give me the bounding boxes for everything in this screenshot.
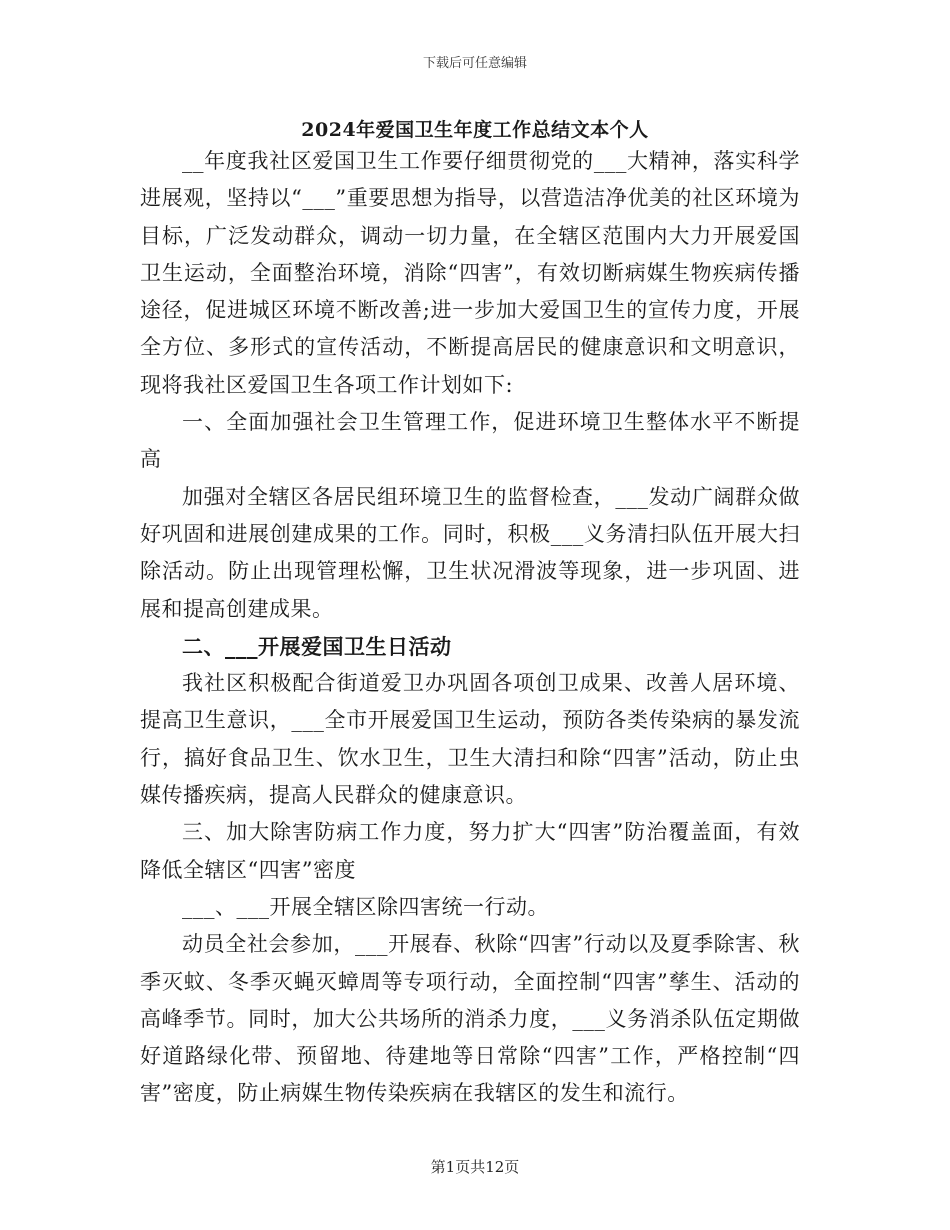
section-1-heading: 一、全面加强社会卫生管理工作，促进环境卫生整体水平不断提高 [140, 410, 800, 472]
section-2-heading: 二、___开展爱国卫生日活动 [182, 633, 452, 659]
document-body [140, 143, 800, 1113]
section-1-paragraph: 加强对全辖区各居民组环境卫生的监督检查，___发动广阔群众做好巩固和进展创建成果的工作。同时，积极___义务清扫队伍开展大扫除活动。防止出现管理松懈，卫生状况滑波等现象，进一步巩固、进展和提高创建成果。 [140, 484, 800, 621]
header-note: 下载后可任意编辑 [422, 56, 527, 71]
document-title: 2024年爱国卫生年度工作总结文本个人 [301, 119, 649, 141]
page-number: 第1页共12页 [430, 1158, 520, 1176]
section-2-paragraph: 我社区积极配合街道爱卫办巩固各项创卫成果、改善人居环境、提高卫生意识，___全市开展爱国卫生运动，预防各类传染病的暴发流行，搞好食品卫生、饮水卫生，卫生大清扫和除“四害”活动，防止虫媒传播疾病，提高人民群众的健康意识。 [140, 671, 800, 808]
section-3-heading: 三、加大除害防病工作力度，努力扩大“四害”防治覆盖面，有效降低全辖区“四害”密度 [140, 820, 800, 882]
section-3-subheading: ___、___开展全辖区除四害统一行动。 [182, 894, 549, 919]
intro-paragraph: __年度我社区爱国卫生工作要仔细贯彻党的___大精神，落实科学进展观，坚持以“___”重要思想为指导，以营造洁净优美的社区环境为目标，广泛发动群众，调动一切力量，在全辖区范围内大力开展爱国卫生运动，全面整治环境，消除“四害”，有效切断病媒生物疾病传播途径，促进城区环境不断改善;进一步加大爱国卫生的宣传力度，开展全方位、多形式的宣传活动，不断提高居民的健康意识和文明意识，现将我社区爱国卫生各项工作计划如下: [140, 149, 800, 397]
section-3-paragraph: 动员全社会参加，___开展春、秋除“四害”行动以及夏季除害、秋季灭蚊、冬季灭蝇灭蟑周等专项行动，全面控制“四害”孳生、活动的高峰季节。同时，加大公共场所的消杀力度，___义务消杀队伍定期做好道路绿化带、预留地、待建地等日常除“四害”工作，严格控制“四害”密度，防止病媒生物传染疾病在我辖区的发生和流行。 [140, 932, 800, 1106]
